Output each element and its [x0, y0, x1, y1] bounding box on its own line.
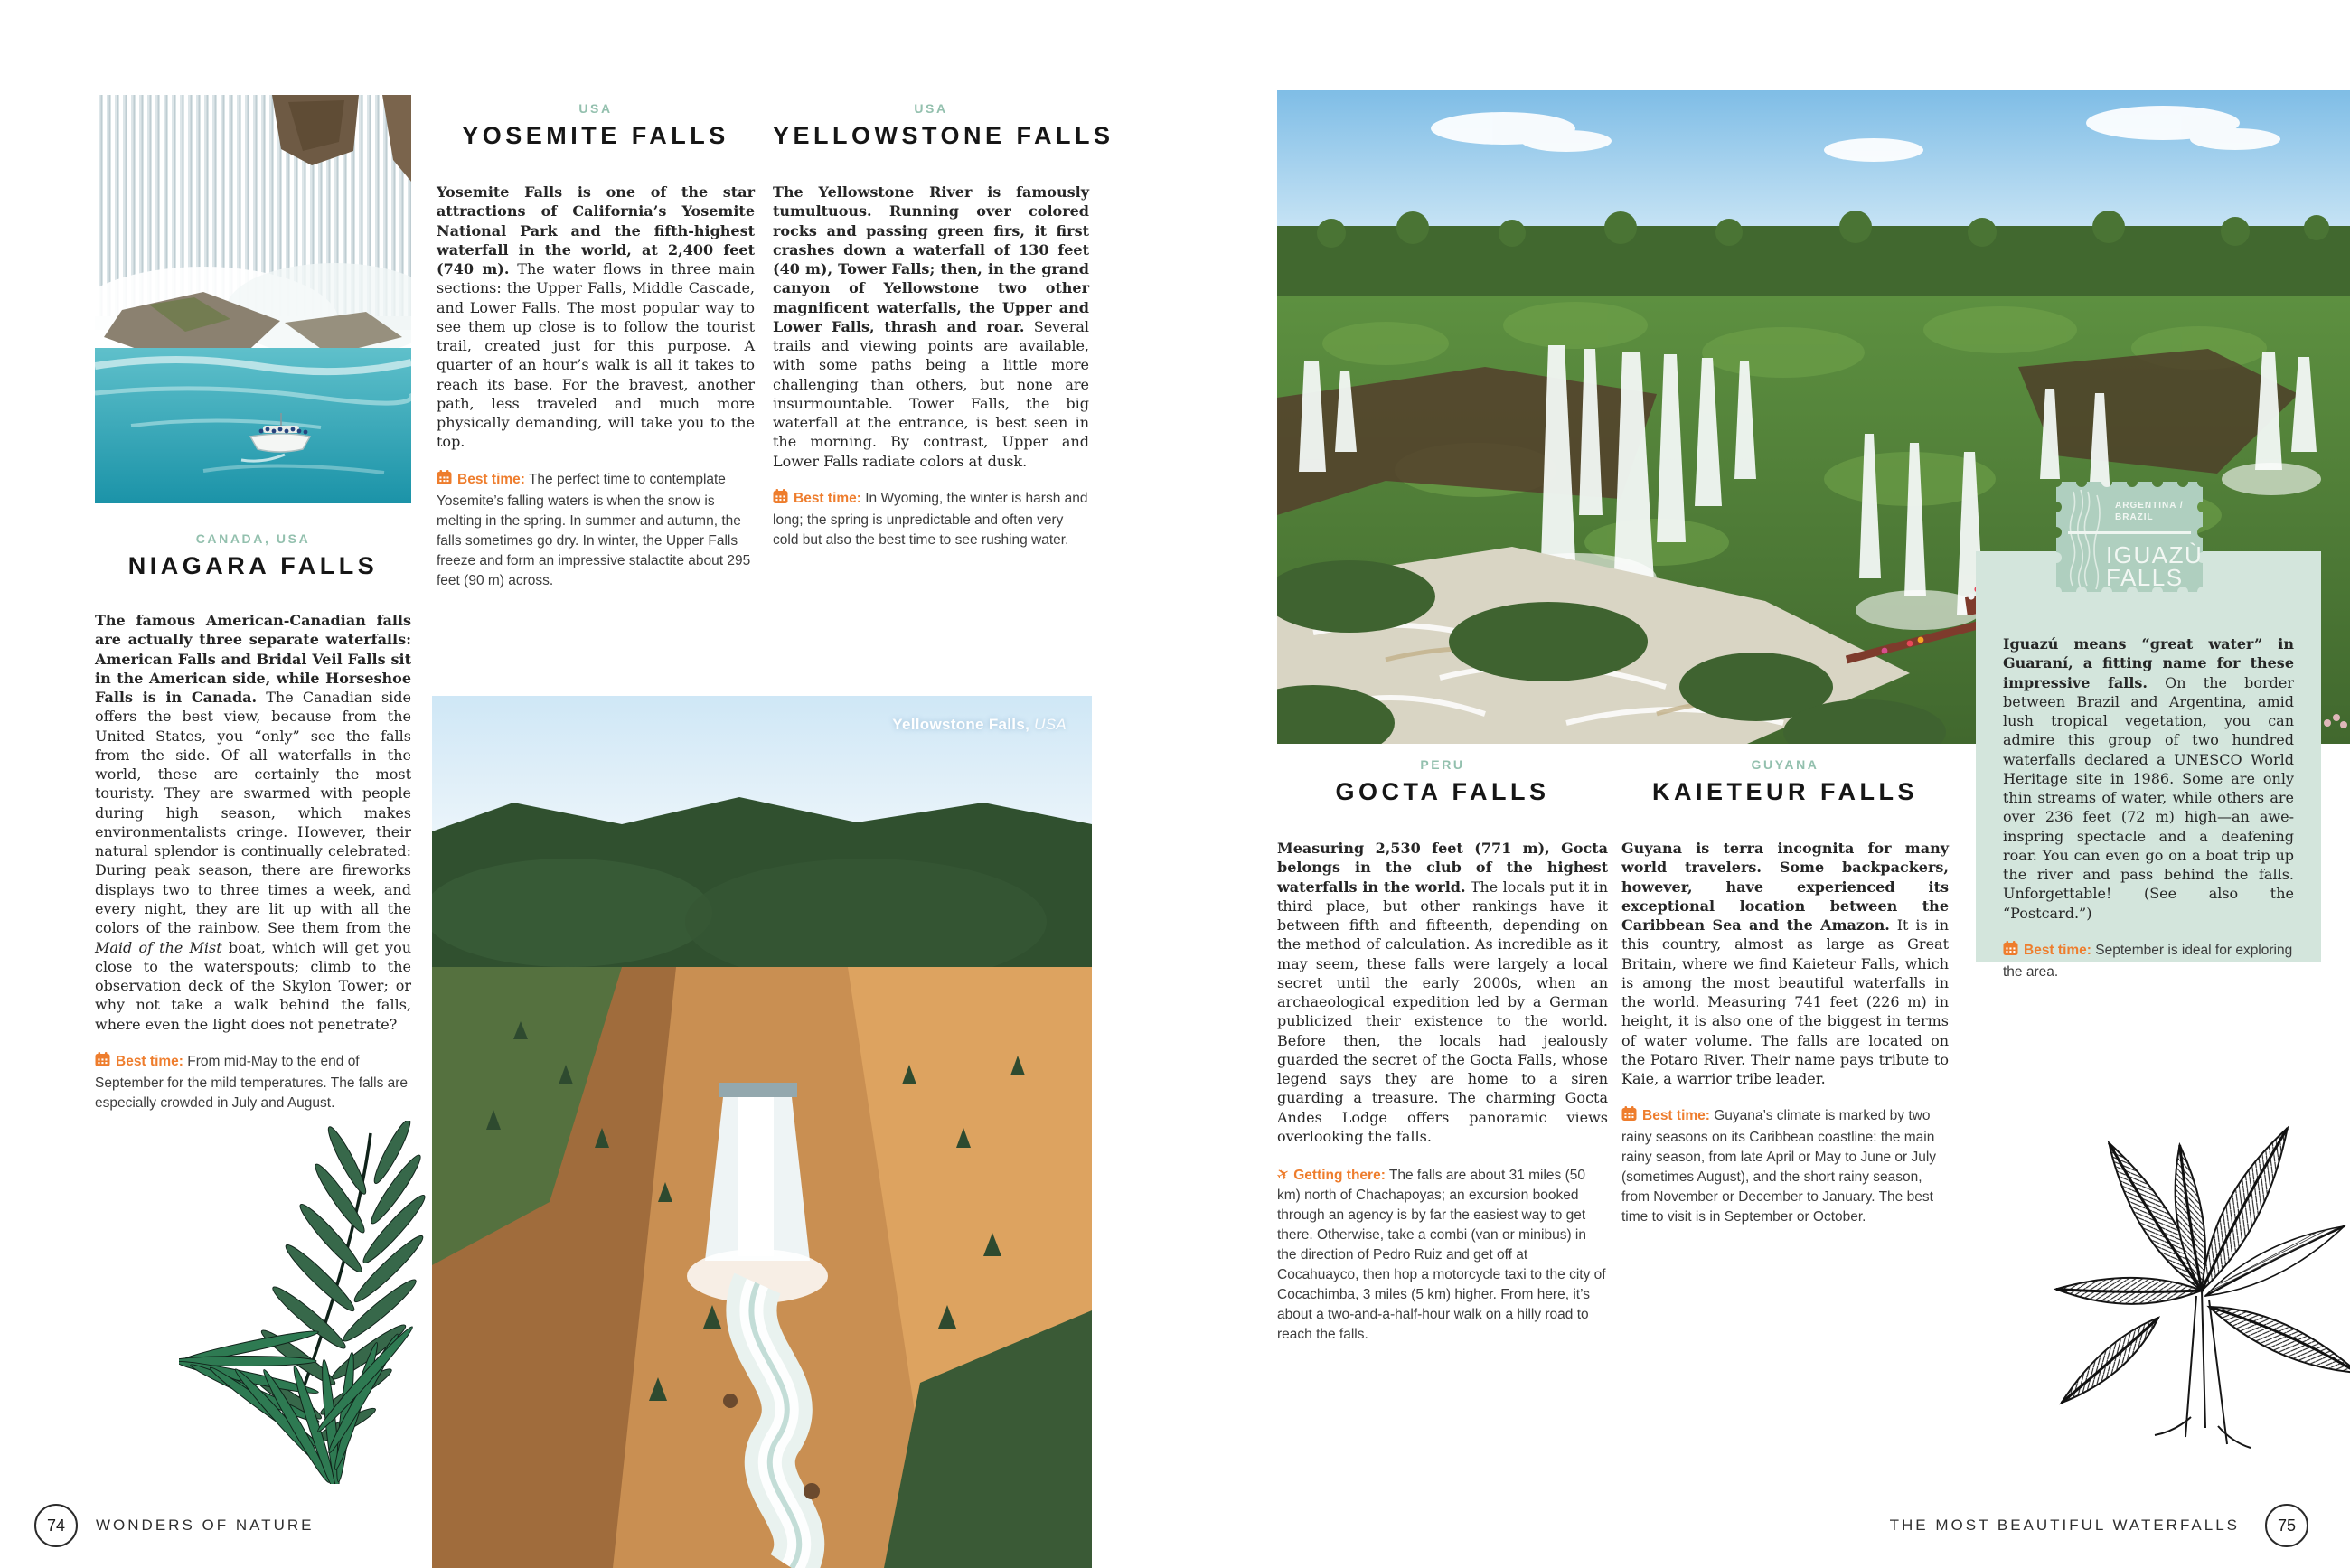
yellowstone-country-label: USA [914, 101, 948, 116]
best-time-label: Best time: [457, 471, 525, 487]
yellowstone-title: YELLOWSTONE FALLS [773, 122, 1114, 149]
kaieteur-best-time: Best time: Guyana’s climate is marked by two rainy seasons on its Caribbean coastline: the main rainy season, from late April or May to June or July (sometimes August), and the short rainy season, from November or December to January. The best time to visit is in September or October. [1622, 1108, 1937, 1225]
kaieteur-lead: Guyana is terra incognita for many world travelers. Some backpackers, however, have experienced its exceptional location between the Caribbean Sea and the Amazon. [1622, 840, 1949, 934]
yellowstone-lead: The Yellowstone River is famously tumultuous. Running over colored rocks and passing green firs, it first crashes down a waterfall of 130 feet (40 m), Tower Falls; then, in the grand canyon of Yellowstone two other magnificent waterfalls, the Upper and Lower Falls, thrash and roar. [773, 183, 1089, 335]
gocta-lead: Measuring 2,530 feet (771 m), Gocta belongs in the club of the highest waterfalls in the world. [1277, 840, 1608, 896]
yellowstone-photo-caption: Yellowstone Falls, USA [892, 716, 1067, 733]
iguazu-best-time: Best time: September is ideal for exploring the area. [2003, 942, 2293, 980]
best-time-label: Best time: [116, 1053, 183, 1069]
iguazu-lead: Iguazú means “great water” in Guaraní, a fitting name for these impressive falls. [2003, 635, 2294, 691]
iguazu-info-box [1976, 551, 2321, 980]
yosemite-body: Yosemite Falls is one of the star attractions of California’s Yosemite National Park and the fifth-highest waterfall in the world, at 2,400 feet (740 m). The water flows in three main sections: the Upper Falls, Middle Cascade, and Lower Falls. The most popular way to see them up close is to follow the tourist trail, created just for this purpose. A quarter of an hour’s walk is all it takes to reach its base. For the bravest, another path, less traveled and much more physically demanding, will take you to the top. [437, 183, 756, 451]
kaieteur-body: Guyana is terra incognita for many world travelers. Some backpackers, however, have experienced its exceptional location between the Caribbean Sea and the Amazon. It is in this country, almost as large as Great Britain, where we find Kaieteur Falls, which is among the most beautiful waterfalls in the world. Measuring 741 feet (226 m) in height, it is also one of the biggest in terms of water volume. The falls are located on the Potaro River. Their name pays tribute to Kaie, a warrior tribe leader. [1622, 840, 1949, 1088]
stamp-title-line1: IGUAZÙ [2106, 541, 2204, 568]
kaieteur-country-label: GUYANA [1751, 757, 1819, 772]
yosemite-section [437, 101, 755, 591]
calendar-icon [437, 470, 452, 492]
yosemite-lead: Yosemite Falls is one of the star attractions of California’s Yosemite National Park and the fifth-highest waterfall in the world, at 2,400 feet (740 m). [437, 183, 755, 278]
stamp-countries-line1: ARGENTINA / [2115, 501, 2184, 511]
calendar-icon [2003, 941, 2018, 962]
niagara-body: The famous American-Canadian falls are actually three separate waterfalls: American Falls and Bridal Veil Falls sit in the American side, while Horseshoe Falls is in Canada. The Canadian side offers the best view, because from the United States, you “only” see the falls from the side. Of all waterfalls in the world, these are certainly the most touristy. They are swarmed with people during high season, which makes environmentalists cringe. However, their natural splendor is continually celebrated: During peak season, there are fireworks displays two to three times a week, and every night, they are lit up with all the colors of the rainbow. See them from the Maid of the Mist boat, which will get you close to the waterspouts; climb to the observation deck of the Skylon Tower; or why not take a walk behind the falls, where even the light does not penetrate? [95, 612, 412, 1033]
niagara-best-time: Best time: From mid-May to the end of September for the mild temperatures. The falls are especially crowded in July and August. [95, 1053, 409, 1111]
gocta-section [1273, 757, 1608, 1345]
best-time-label: Best time: [2024, 942, 2092, 958]
gocta-body: Measuring 2,530 feet (771 m), Gocta belongs in the club of the highest waterfalls in the world. The locals put it in third place, but other rankings have it between fifth and fifteenth, depending on the method of calculation. As incredible as it may seem, these falls were largely a local secret until the early 2000s, when an archaeological expedition led by a German publicized their existence to the world. Before then, the locals had jealously guarded the secret of the Gocta Falls, whose legend says they are home to a siren guarding a treasure. The charming Gocta Andes Lodge offers panoramic views overlooking the falls. [1277, 840, 1608, 1145]
best-time-label: Best time: [794, 490, 861, 506]
niagara-photo-art [95, 95, 411, 503]
best-time-label: Best time: [1642, 1108, 1710, 1124]
yosemite-title: YOSEMITE FALLS [462, 122, 729, 149]
yellowstone-body: The Yellowstone River is famously tumultuous. Running over colored rocks and passing green firs, it first crashes down a waterfall of 130 feet (40 m), Tower Falls; then, in the grand canyon of Yellowstone two other magnificent waterfalls, the Upper and Lower Falls, thrash and roar. Several trails and viewing points are available, with some paths being a little more challenging than others, but none are insurmountable. Tower Falls, the big waterfall at the entrance, is best seen in the morning. By contrast, Upper and Lower Falls radiate colors at dusk. [773, 183, 1089, 470]
fern-illustration [179, 1121, 461, 1484]
yosemite-best-time: Best time: The perfect time to contemplate Yosemite’s falling waters is when the snow is melting in the spring. In summer and autumn, the falls sometimes go dry. In winter, the Upper Falls freeze and form an impressive stalactite about 295 feet (90 m) across. [437, 471, 751, 588]
yellowstone-best-time: Best time: In Wyoming, the winter is harsh and long; the spring is unpredictable and often very cold but also the best time to see rushing water. [773, 490, 1088, 548]
kaieteur-section [1622, 757, 1949, 1227]
page-number-right: 75 [2265, 1504, 2308, 1547]
niagara-section [95, 531, 411, 1113]
gocta-getting-there: ✈Getting there: The falls are about 31 miles (50 km) north of Chachapoyas; an excursion booked through an agency is by far the easiest way to get there. Otherwise, take a combi (van or minibus) in the direction of Pedro Ruiz and get off at Cocahuayco, then hop a motorcycle taxi to the city of Cocachimba, 3 miles (5 km) higher. From here, it’s about a two-and-a-half-hour walk on a hilly road to reach the falls. [1273, 1164, 1606, 1343]
yellowstone-falls-photo [432, 696, 1092, 1568]
boat-name-italic: Maid of the Mist [95, 938, 222, 956]
calendar-icon [95, 1052, 110, 1074]
iguazu-body: Iguazú means “great water” in Guaraní, a fitting name for these impressive falls. On the border between Brazil and Argentina, amid lush tropical vegetation, you can admire this group of two hundred waterfalls declared a UNESCO World Heritage site in 1986. Some are only thin streams of water, while others are over 236 feet (72 m) high—an awe-inspring spectacle and a deafening roar. You can even go on a boat trip up the river and pass behind the falls. Unforgettable! (See also the “Postcard.”) [2003, 635, 2295, 922]
footer-right-label: THE MOST BEAUTIFUL WATERFALLS [1889, 1516, 2240, 1534]
getting-there-label: Getting there: [1293, 1168, 1386, 1184]
gocta-country-label: PERU [1420, 757, 1465, 772]
plane-icon: ✈ [1273, 1164, 1293, 1186]
gocta-title: GOCTA FALLS [1335, 778, 1550, 805]
kaieteur-title: KAIETEUR FALLS [1651, 778, 1918, 805]
iguazu-stamp [2052, 477, 2207, 596]
stamp-title-line2: FALLS [2106, 564, 2184, 591]
footer-left-label: WONDERS OF NATURE [96, 1516, 315, 1534]
page-number-left: 74 [34, 1504, 78, 1547]
niagara-falls-photo [95, 95, 411, 503]
yosemite-country-label: USA [578, 101, 613, 116]
banana-plant-illustration [2050, 1019, 2350, 1482]
niagara-country-label: CANADA, USA [195, 531, 311, 546]
niagara-lead: The famous American-Canadian falls are actually three separate waterfalls: American Falls and Bridal Veil Falls sit in the American side, while Horseshoe Falls is in Canada. [95, 612, 411, 707]
calendar-icon [1622, 1106, 1637, 1128]
calendar-icon [773, 489, 788, 511]
yellowstone-section [773, 101, 1114, 550]
stamp-countries-line2: BRAZIL [2115, 512, 2154, 522]
niagara-title: NIAGARA FALLS [127, 552, 379, 579]
